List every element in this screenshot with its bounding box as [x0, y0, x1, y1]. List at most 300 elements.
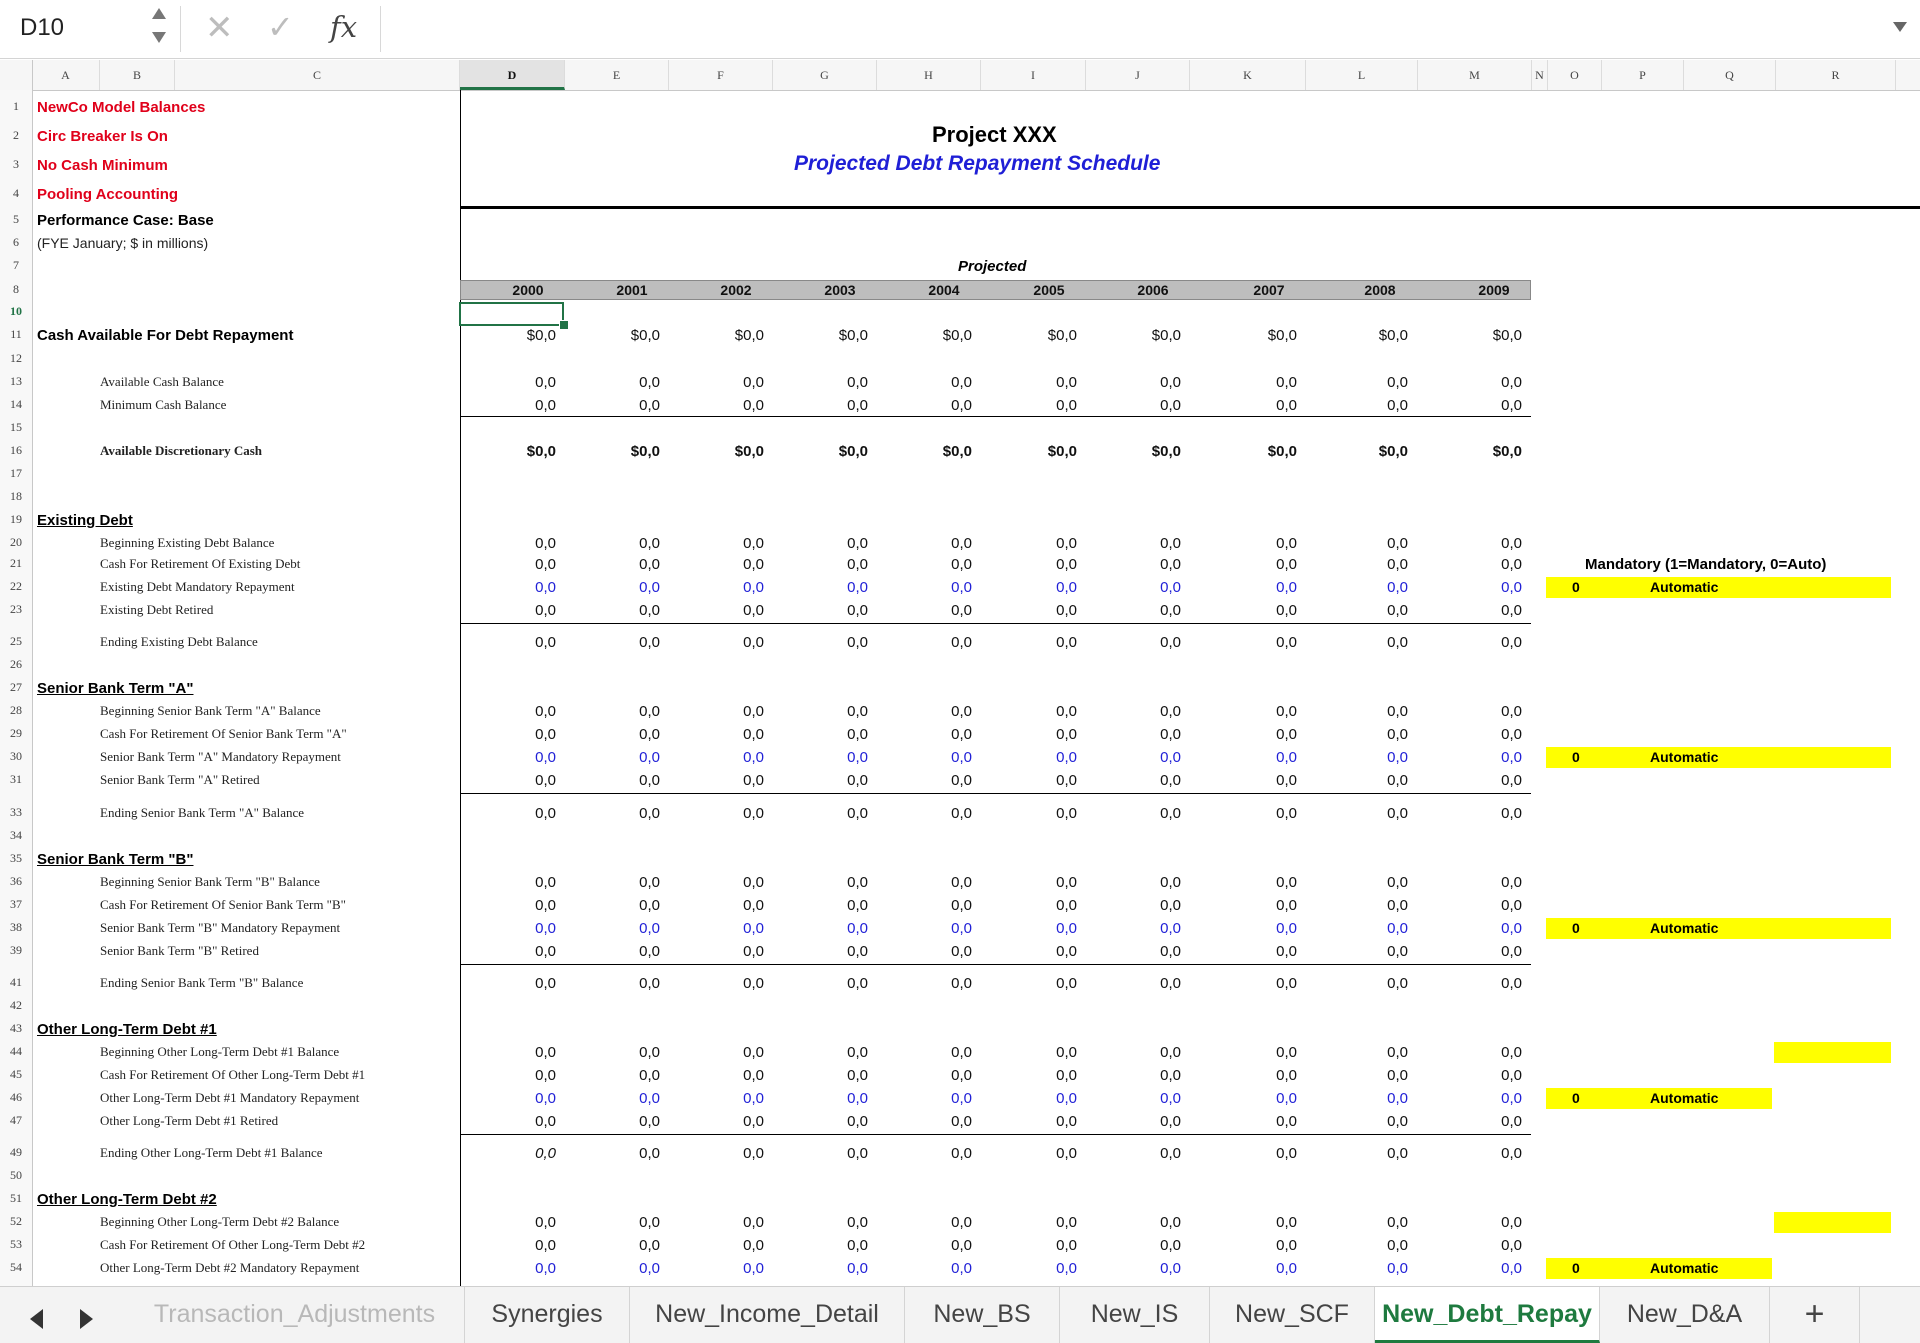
value-cell[interactable]: 0,0	[743, 1090, 764, 1107]
value-cell[interactable]: 0,0	[743, 397, 764, 414]
value-cell[interactable]: 0,0	[951, 1067, 972, 1084]
value-cell[interactable]: 0,0	[1387, 920, 1408, 937]
select-all-corner[interactable]	[0, 60, 33, 90]
value-cell[interactable]: 0,0	[1387, 1113, 1408, 1130]
value-cell[interactable]: 0,0	[535, 805, 556, 822]
value-cell[interactable]: $0,0	[526, 443, 556, 460]
row-header-18[interactable]: 18	[0, 489, 32, 504]
value-cell[interactable]: 0,0	[1501, 943, 1522, 960]
value-cell[interactable]: 0,0	[1276, 1260, 1297, 1277]
value-cell[interactable]: 0,0	[535, 1237, 556, 1254]
value-cell[interactable]: 0,0	[1387, 726, 1408, 743]
value-cell[interactable]: 0,0	[847, 805, 868, 822]
column-header-m[interactable]: M	[1418, 60, 1532, 90]
column-header-i[interactable]: I	[981, 60, 1086, 90]
value-cell[interactable]: 0,0	[1056, 1214, 1077, 1231]
value-cell[interactable]: 0,0	[639, 397, 660, 414]
value-cell[interactable]: 0,0	[1276, 874, 1297, 891]
value-cell[interactable]: $0,0	[1151, 327, 1181, 344]
value-cell[interactable]: 0,0	[743, 805, 764, 822]
mandatory-flag-cell[interactable]	[1546, 577, 1891, 598]
value-cell[interactable]: $0,0	[1378, 443, 1408, 460]
row-header-33[interactable]: 33	[0, 805, 32, 820]
value-cell[interactable]: 0,0	[951, 874, 972, 891]
value-cell[interactable]: 0,0	[639, 749, 660, 766]
name-box-stepper-icon[interactable]	[152, 8, 166, 48]
mandatory-flag-cell[interactable]	[1546, 918, 1891, 939]
value-cell[interactable]: 0,0	[1056, 556, 1077, 573]
value-cell[interactable]: 0,0	[1276, 1214, 1297, 1231]
value-cell[interactable]: 0,0	[743, 1214, 764, 1231]
sheet-tab[interactable]: New_D&A	[1600, 1287, 1770, 1343]
row-header-44[interactable]: 44	[0, 1044, 32, 1059]
row-header-49[interactable]: 49	[0, 1145, 32, 1160]
value-cell[interactable]: 0,0	[639, 374, 660, 391]
value-cell[interactable]: $0,0	[838, 327, 868, 344]
value-cell[interactable]: 0,0	[1276, 749, 1297, 766]
value-cell[interactable]: 0,0	[639, 805, 660, 822]
value-cell[interactable]: 0,0	[951, 579, 972, 596]
value-cell[interactable]: 0,0	[1056, 1067, 1077, 1084]
row-header-15[interactable]: 15	[0, 420, 32, 435]
value-cell[interactable]: 0,0	[1387, 1090, 1408, 1107]
value-cell[interactable]: 0,0	[1160, 397, 1181, 414]
value-cell[interactable]: 0,0	[1501, 726, 1522, 743]
value-cell[interactable]: 0,0	[951, 920, 972, 937]
value-cell[interactable]: 0,0	[1276, 805, 1297, 822]
value-cell[interactable]: $0,0	[526, 327, 556, 344]
value-cell[interactable]: 0,0	[639, 772, 660, 789]
value-cell[interactable]: 0,0	[1160, 556, 1181, 573]
value-cell[interactable]: 0,0	[951, 1044, 972, 1061]
value-cell[interactable]: 0,0	[1056, 805, 1077, 822]
value-cell[interactable]: 0,0	[1276, 943, 1297, 960]
value-cell[interactable]: 0,0	[1501, 1214, 1522, 1231]
value-cell[interactable]: 0,0	[1056, 703, 1077, 720]
row-header-51[interactable]: 51	[0, 1191, 32, 1206]
value-cell[interactable]: 0,0	[1276, 579, 1297, 596]
value-cell[interactable]: 0,0	[847, 602, 868, 619]
value-cell[interactable]: 0,0	[535, 535, 556, 552]
value-cell[interactable]: $0,0	[1267, 327, 1297, 344]
row-header-26[interactable]: 26	[0, 657, 32, 672]
value-cell[interactable]: 0,0	[743, 920, 764, 937]
value-cell[interactable]: 0,0	[847, 920, 868, 937]
value-cell[interactable]: 0,0	[951, 374, 972, 391]
row-header-19[interactable]: 19	[0, 512, 32, 527]
value-cell[interactable]: 0,0	[1276, 920, 1297, 937]
column-header-n[interactable]: N	[1532, 60, 1548, 90]
value-cell[interactable]: 0,0	[1501, 634, 1522, 651]
value-cell[interactable]: 0,0	[639, 726, 660, 743]
sheet-tab[interactable]: New_Debt_Repay	[1375, 1287, 1600, 1343]
value-cell[interactable]: 0,0	[1160, 943, 1181, 960]
value-cell[interactable]: 0,0	[847, 1113, 868, 1130]
expand-formula-bar-icon[interactable]	[1893, 22, 1907, 32]
value-cell[interactable]: 0,0	[639, 1145, 660, 1162]
value-cell[interactable]: 0,0	[847, 535, 868, 552]
value-cell[interactable]: 0,0	[847, 1260, 868, 1277]
column-header-l[interactable]: L	[1306, 60, 1418, 90]
value-cell[interactable]: 0,0	[847, 874, 868, 891]
value-cell[interactable]: 0,0	[847, 1067, 868, 1084]
formula-input[interactable]	[382, 6, 1872, 52]
row-header-22[interactable]: 22	[0, 579, 32, 594]
value-cell[interactable]: 0,0	[1056, 1237, 1077, 1254]
row-header-47[interactable]: 47	[0, 1113, 32, 1128]
value-cell[interactable]: 0,0	[951, 535, 972, 552]
value-cell[interactable]: 0,0	[1056, 943, 1077, 960]
column-header-p[interactable]: P	[1602, 60, 1684, 90]
value-cell[interactable]: 0,0	[1160, 1260, 1181, 1277]
value-cell[interactable]: 0,0	[743, 1237, 764, 1254]
value-cell[interactable]: 0,0	[1501, 975, 1522, 992]
value-cell[interactable]: 0,0	[639, 943, 660, 960]
value-cell[interactable]: 0,0	[639, 579, 660, 596]
value-cell[interactable]: 0,0	[743, 1067, 764, 1084]
value-cell[interactable]: 0,0	[535, 1090, 556, 1107]
value-cell[interactable]: 0,0	[1160, 874, 1181, 891]
value-cell[interactable]: 0,0	[1160, 1090, 1181, 1107]
value-cell[interactable]: 0,0	[1276, 726, 1297, 743]
value-cell[interactable]: 0,0	[743, 726, 764, 743]
value-cell[interactable]: 0,0	[535, 703, 556, 720]
value-cell[interactable]: 0,0	[951, 772, 972, 789]
row-header-8[interactable]: 8	[0, 282, 32, 297]
row-header-35[interactable]: 35	[0, 851, 32, 866]
value-cell[interactable]: 0,0	[1160, 726, 1181, 743]
value-cell[interactable]: 0,0	[1387, 975, 1408, 992]
column-header-f[interactable]: F	[669, 60, 773, 90]
value-cell[interactable]: 0,0	[535, 1214, 556, 1231]
value-cell[interactable]: 0,0	[1276, 556, 1297, 573]
value-cell[interactable]: 0,0	[1501, 579, 1522, 596]
value-cell[interactable]: 0,0	[847, 579, 868, 596]
sheet-tab[interactable]: New_SCF	[1210, 1287, 1375, 1343]
value-cell[interactable]: 0,0	[743, 535, 764, 552]
value-cell[interactable]: 0,0	[1160, 602, 1181, 619]
value-cell[interactable]: 0,0	[535, 634, 556, 651]
value-cell[interactable]: 0,0	[1160, 535, 1181, 552]
value-cell[interactable]: 0,0	[1056, 1260, 1077, 1277]
value-cell[interactable]: 0,0	[951, 897, 972, 914]
value-cell[interactable]: 0,0	[1387, 1214, 1408, 1231]
value-cell[interactable]: 0,0	[639, 1067, 660, 1084]
row-header-41[interactable]: 41	[0, 975, 32, 990]
value-cell[interactable]: 0,0	[951, 1260, 972, 1277]
value-cell[interactable]: 0,0	[847, 374, 868, 391]
value-cell[interactable]: 0,0	[1160, 703, 1181, 720]
value-cell[interactable]: 0,0	[535, 1260, 556, 1277]
column-header-q[interactable]: Q	[1684, 60, 1776, 90]
value-cell[interactable]: 0,0	[1387, 1067, 1408, 1084]
value-cell[interactable]: 0,0	[535, 772, 556, 789]
value-cell[interactable]: 0,0	[639, 703, 660, 720]
value-cell[interactable]: 0,0	[1160, 897, 1181, 914]
value-cell[interactable]: 0,0	[1160, 920, 1181, 937]
value-cell[interactable]: 0,0	[1387, 602, 1408, 619]
value-cell[interactable]: 0,0	[847, 975, 868, 992]
value-cell[interactable]: 0,0	[1276, 374, 1297, 391]
value-cell[interactable]: 0,0	[847, 1237, 868, 1254]
value-cell[interactable]: 0,0	[1387, 874, 1408, 891]
value-cell[interactable]: $0,0	[1267, 443, 1297, 460]
value-cell[interactable]: 0,0	[1056, 874, 1077, 891]
column-header-k[interactable]: K	[1190, 60, 1306, 90]
row-header-36[interactable]: 36	[0, 874, 32, 889]
value-cell[interactable]: 0,0	[1056, 1113, 1077, 1130]
value-cell[interactable]: 0,0	[639, 556, 660, 573]
column-header-h[interactable]: H	[877, 60, 981, 90]
cancel-icon[interactable]: ✕	[205, 9, 234, 47]
value-cell[interactable]: 0,0	[639, 1237, 660, 1254]
row-header-16[interactable]: 16	[0, 443, 32, 458]
column-header-j[interactable]: J	[1086, 60, 1190, 90]
value-cell[interactable]: 0,0	[1501, 397, 1522, 414]
value-cell[interactable]: 0,0	[951, 703, 972, 720]
value-cell[interactable]: $0,0	[942, 443, 972, 460]
value-cell[interactable]: 0,0	[1501, 920, 1522, 937]
value-cell[interactable]: 0,0	[1387, 535, 1408, 552]
value-cell[interactable]: 0,0	[743, 975, 764, 992]
value-cell[interactable]: 0,0	[951, 602, 972, 619]
value-cell[interactable]: 0,0	[951, 1090, 972, 1107]
value-cell[interactable]: 0,0	[535, 975, 556, 992]
row-header-23[interactable]: 23	[0, 602, 32, 617]
value-cell[interactable]: 0,0	[1387, 897, 1408, 914]
value-cell[interactable]: 0,0	[535, 579, 556, 596]
value-cell[interactable]: 0,0	[535, 943, 556, 960]
row-header-3[interactable]: 3	[0, 157, 32, 172]
value-cell[interactable]: 0,0	[951, 975, 972, 992]
value-cell[interactable]: 0,0	[1276, 1067, 1297, 1084]
row-header-11[interactable]: 11	[0, 327, 32, 342]
value-cell[interactable]: 0,0	[1387, 805, 1408, 822]
value-cell[interactable]: 0,0	[1160, 1067, 1181, 1084]
value-cell[interactable]: 0,0	[1160, 772, 1181, 789]
row-header-34[interactable]: 34	[0, 828, 32, 843]
value-cell[interactable]: 0,0	[1387, 1260, 1408, 1277]
value-cell[interactable]: 0,0	[1387, 579, 1408, 596]
value-cell[interactable]: 0,0	[639, 897, 660, 914]
value-cell[interactable]: 0,0	[743, 1044, 764, 1061]
value-cell[interactable]: 0,0	[951, 943, 972, 960]
value-cell[interactable]: 0,0	[1387, 1237, 1408, 1254]
value-cell[interactable]: 0,0	[1501, 374, 1522, 391]
value-cell[interactable]: 0,0	[1160, 1145, 1181, 1162]
row-header-1[interactable]: 1	[0, 99, 32, 114]
value-cell[interactable]: 0,0	[1056, 726, 1077, 743]
value-cell[interactable]: 0,0	[639, 1090, 660, 1107]
value-cell[interactable]: 0,0	[1501, 1113, 1522, 1130]
value-cell[interactable]: $0,0	[838, 443, 868, 460]
value-cell[interactable]: 0,0	[951, 1145, 972, 1162]
value-cell[interactable]: 0,0	[1501, 749, 1522, 766]
value-cell[interactable]: 0,0	[743, 1113, 764, 1130]
value-cell[interactable]: 0,0	[535, 897, 556, 914]
column-header-o[interactable]: O	[1548, 60, 1602, 90]
value-cell[interactable]: 0,0	[1160, 749, 1181, 766]
value-cell[interactable]: 0,0	[1056, 397, 1077, 414]
value-cell[interactable]: 0,0	[743, 749, 764, 766]
value-cell[interactable]: $0,0	[1492, 443, 1522, 460]
value-cell[interactable]: 0,0	[1501, 897, 1522, 914]
value-cell[interactable]: 0,0	[1387, 772, 1408, 789]
value-cell[interactable]: 0,0	[1387, 397, 1408, 414]
row-header-4[interactable]: 4	[0, 186, 32, 201]
value-cell[interactable]: 0,0	[1160, 1237, 1181, 1254]
row-header-43[interactable]: 43	[0, 1021, 32, 1036]
next-sheet-arrow-icon[interactable]	[80, 1309, 93, 1329]
value-cell[interactable]: $0,0	[630, 327, 660, 344]
value-cell[interactable]: 0,0	[1056, 772, 1077, 789]
enter-check-icon[interactable]: ✓	[267, 9, 294, 45]
column-header-e[interactable]: E	[565, 60, 669, 90]
value-cell[interactable]: 0,0	[1276, 1090, 1297, 1107]
row-header-50[interactable]: 50	[0, 1168, 32, 1183]
value-cell[interactable]: 0,0	[847, 1145, 868, 1162]
value-cell[interactable]: 0,0	[1160, 975, 1181, 992]
value-cell[interactable]: 0,0	[847, 1214, 868, 1231]
value-cell[interactable]: 0,0	[1387, 634, 1408, 651]
value-cell[interactable]: 0,0	[1501, 1044, 1522, 1061]
name-box[interactable]: D10	[20, 14, 65, 41]
value-cell[interactable]: 0,0	[1501, 703, 1522, 720]
sheet-tab[interactable]: Synergies	[465, 1287, 630, 1343]
value-cell[interactable]: $0,0	[942, 327, 972, 344]
row-header-13[interactable]: 13	[0, 374, 32, 389]
value-cell[interactable]: 0,0	[1160, 1214, 1181, 1231]
value-cell[interactable]: 0,0	[847, 703, 868, 720]
value-cell[interactable]: 0,0	[1056, 1090, 1077, 1107]
value-cell[interactable]: 0,0	[639, 1260, 660, 1277]
value-cell[interactable]: 0,0	[1276, 975, 1297, 992]
value-cell[interactable]: 0,0	[1501, 1090, 1522, 1107]
value-cell[interactable]: 0,0	[743, 703, 764, 720]
row-header-5[interactable]: 5	[0, 212, 32, 227]
value-cell[interactable]: 0,0	[1501, 535, 1522, 552]
prev-sheet-arrow-icon[interactable]	[30, 1309, 43, 1329]
value-cell[interactable]: 0,0	[535, 874, 556, 891]
value-cell[interactable]: 0,0	[1276, 1145, 1297, 1162]
value-cell[interactable]: 0,0	[639, 920, 660, 937]
value-cell[interactable]: 0,0	[639, 975, 660, 992]
row-header-29[interactable]: 29	[0, 726, 32, 741]
value-cell[interactable]: 0,0	[1501, 556, 1522, 573]
value-cell[interactable]: 0,0	[951, 749, 972, 766]
value-cell[interactable]: $0,0	[1047, 327, 1077, 344]
value-cell[interactable]: 0,0	[535, 1044, 556, 1061]
value-cell[interactable]: 0,0	[535, 1145, 556, 1162]
value-cell[interactable]: $0,0	[734, 443, 764, 460]
value-cell[interactable]: 0,0	[743, 897, 764, 914]
sheet-tab[interactable]: New_BS	[905, 1287, 1060, 1343]
value-cell[interactable]: $0,0	[630, 443, 660, 460]
value-cell[interactable]: 0,0	[951, 1214, 972, 1231]
value-cell[interactable]: 0,0	[535, 397, 556, 414]
value-cell[interactable]: 0,0	[1387, 749, 1408, 766]
value-cell[interactable]: 0,0	[1056, 975, 1077, 992]
value-cell[interactable]: 0,0	[1056, 374, 1077, 391]
value-cell[interactable]: 0,0	[1387, 374, 1408, 391]
value-cell[interactable]: 0,0	[743, 579, 764, 596]
value-cell[interactable]: $0,0	[1378, 327, 1408, 344]
value-cell[interactable]: 0,0	[1501, 1260, 1522, 1277]
value-cell[interactable]: 0,0	[639, 1214, 660, 1231]
value-cell[interactable]: 0,0	[951, 634, 972, 651]
value-cell[interactable]: 0,0	[1387, 556, 1408, 573]
row-header-6[interactable]: 6	[0, 235, 32, 250]
value-cell[interactable]: 0,0	[951, 1113, 972, 1130]
value-cell[interactable]: 0,0	[639, 1044, 660, 1061]
value-cell[interactable]: 0,0	[743, 1145, 764, 1162]
row-header-21[interactable]: 21	[0, 556, 32, 571]
value-cell[interactable]: 0,0	[1276, 634, 1297, 651]
value-cell[interactable]: 0,0	[847, 397, 868, 414]
add-sheet-button[interactable]: +	[1770, 1287, 1860, 1343]
column-header-g[interactable]: G	[773, 60, 877, 90]
mandatory-flag-cell[interactable]	[1546, 747, 1891, 768]
value-cell[interactable]: 0,0	[1056, 602, 1077, 619]
column-header-b[interactable]: B	[100, 60, 175, 90]
row-header-27[interactable]: 27	[0, 680, 32, 695]
row-header-53[interactable]: 53	[0, 1237, 32, 1252]
row-header-39[interactable]: 39	[0, 943, 32, 958]
value-cell[interactable]: 0,0	[743, 772, 764, 789]
value-cell[interactable]: 0,0	[847, 556, 868, 573]
sheet-tab[interactable]: New_IS	[1060, 1287, 1210, 1343]
value-cell[interactable]: 0,0	[1056, 579, 1077, 596]
value-cell[interactable]: 0,0	[535, 726, 556, 743]
value-cell[interactable]: 0,0	[743, 602, 764, 619]
value-cell[interactable]: 0,0	[1387, 943, 1408, 960]
value-cell[interactable]: 0,0	[847, 749, 868, 766]
row-header-31[interactable]: 31	[0, 772, 32, 787]
value-cell[interactable]: 0,0	[1501, 1067, 1522, 1084]
row-header-46[interactable]: 46	[0, 1090, 32, 1105]
value-cell[interactable]: 0,0	[1056, 1145, 1077, 1162]
function-icon[interactable]: fx	[330, 10, 358, 44]
value-cell[interactable]: 0,0	[1160, 805, 1181, 822]
value-cell[interactable]: 0,0	[1276, 772, 1297, 789]
value-cell[interactable]: 0,0	[951, 1237, 972, 1254]
row-header-20[interactable]: 20	[0, 535, 32, 550]
value-cell[interactable]: 0,0	[535, 1067, 556, 1084]
value-cell[interactable]: 0,0	[1160, 374, 1181, 391]
value-cell[interactable]: 0,0	[535, 556, 556, 573]
row-header-42[interactable]: 42	[0, 998, 32, 1013]
value-cell[interactable]: 0,0	[1276, 602, 1297, 619]
value-cell[interactable]: 0,0	[951, 556, 972, 573]
row-header-25[interactable]: 25	[0, 634, 32, 649]
value-cell[interactable]: 0,0	[639, 602, 660, 619]
value-cell[interactable]: 0,0	[535, 602, 556, 619]
column-header-r[interactable]: R	[1776, 60, 1896, 90]
value-cell[interactable]: 0,0	[535, 920, 556, 937]
row-header-38[interactable]: 38	[0, 920, 32, 935]
value-cell[interactable]: 0,0	[639, 634, 660, 651]
value-cell[interactable]: 0,0	[1276, 535, 1297, 552]
row-header-12[interactable]: 12	[0, 351, 32, 366]
column-header-c[interactable]: C	[175, 60, 460, 90]
value-cell[interactable]: 0,0	[1276, 703, 1297, 720]
value-cell[interactable]: 0,0	[1276, 1113, 1297, 1130]
value-cell[interactable]: 0,0	[1387, 1044, 1408, 1061]
value-cell[interactable]: 0,0	[1056, 1044, 1077, 1061]
value-cell[interactable]: 0,0	[1387, 703, 1408, 720]
sheet-tab[interactable]: Transaction_Adjustments	[125, 1287, 465, 1343]
value-cell[interactable]: 0,0	[1501, 602, 1522, 619]
